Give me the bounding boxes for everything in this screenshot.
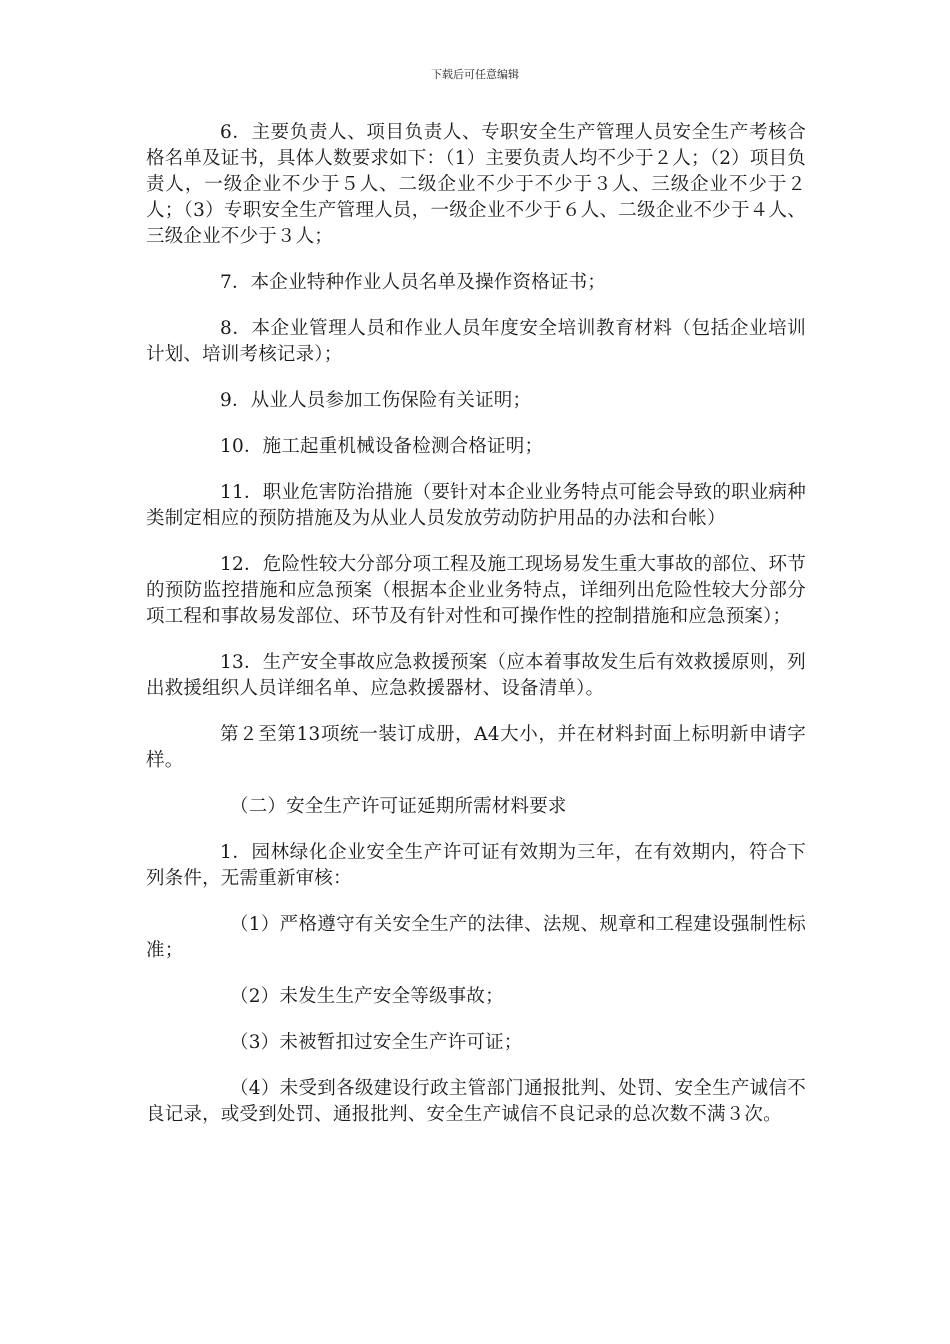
condition-2: （2）未发生生产安全等级事故；	[230, 986, 504, 1007]
document-body	[146, 120, 806, 1148]
paragraph-item-6: 6．主要负责人、项目负责人、专职安全生产管理人员安全生产考核合格名单及证书，具体人数要求如下：（1）主要负责人均不少于２人；（2）项目负责人，一级企业不少于５人、二级企业不少于不少于３人、三级企业不少于２人；（3）专职安全生产管理人员，一级企业不少于６人、二级企业不少于４人、三级企业不少于３人；	[146, 122, 806, 247]
condition-4: （4）未受到各级建设行政主管部门通报批判、处罚、安全生产诚信不良记录，或受到处罚、通报批判、安全生产诚信不良记录的总次数不满３次。	[146, 1078, 806, 1125]
binding-note: 第２至第13项统一装订成册，A4大小，并在材料封面上标明新申请字样。	[146, 724, 806, 771]
paragraph-item-9: 9．从业人员参加工伤保险有关证明；	[220, 390, 532, 411]
paragraph-item-8: 8．本企业管理人员和作业人员年度安全培训教育材料（包括企业培训计划、培训考核记录）；	[146, 318, 806, 365]
paragraph-item-11: 11．职业危害防治措施（要针对本企业业务特点可能会导致的职业病种类制定相应的预防措施及为从业人员发放劳动防护用品的办法和台帐）	[146, 482, 806, 529]
condition-1: （1）严格遵守有关安全生产的法律、法规、规章和工程建设强制性标准；	[146, 914, 806, 961]
paragraph-validity: 1．园林绿化企业安全生产许可证有效期为三年，在有效期内，符合下列条件，无需重新审核：	[146, 842, 806, 889]
condition-3: （3）未被暂扣过安全生产许可证；	[230, 1032, 523, 1053]
page-header: 下载后可任意编辑	[431, 68, 519, 81]
paragraph-item-12: 12．危险性较大分部分项工程及施工现场易发生重大事故的部位、环节的预防监控措施和应急预案（根据本企业业务特点，详细列出危险性较大分部分项工程和事故易发部位、环节及有针对性和可操作性的控制措施和应急预案）；	[146, 554, 806, 627]
paragraph-item-10: 10．施工起重机械设备检测合格证明；	[220, 436, 544, 457]
paragraph-item-7: 7．本企业特种作业人员名单及操作资格证书；	[220, 272, 606, 293]
section-heading: （二）安全生产许可证延期所需材料要求	[230, 796, 567, 817]
paragraph-item-13: 13．生产安全事故应急救援预案（应本着事故发生后有效救援原则，列出救援组织人员详细名单、应急救援器材、设备清单）。	[146, 652, 806, 699]
